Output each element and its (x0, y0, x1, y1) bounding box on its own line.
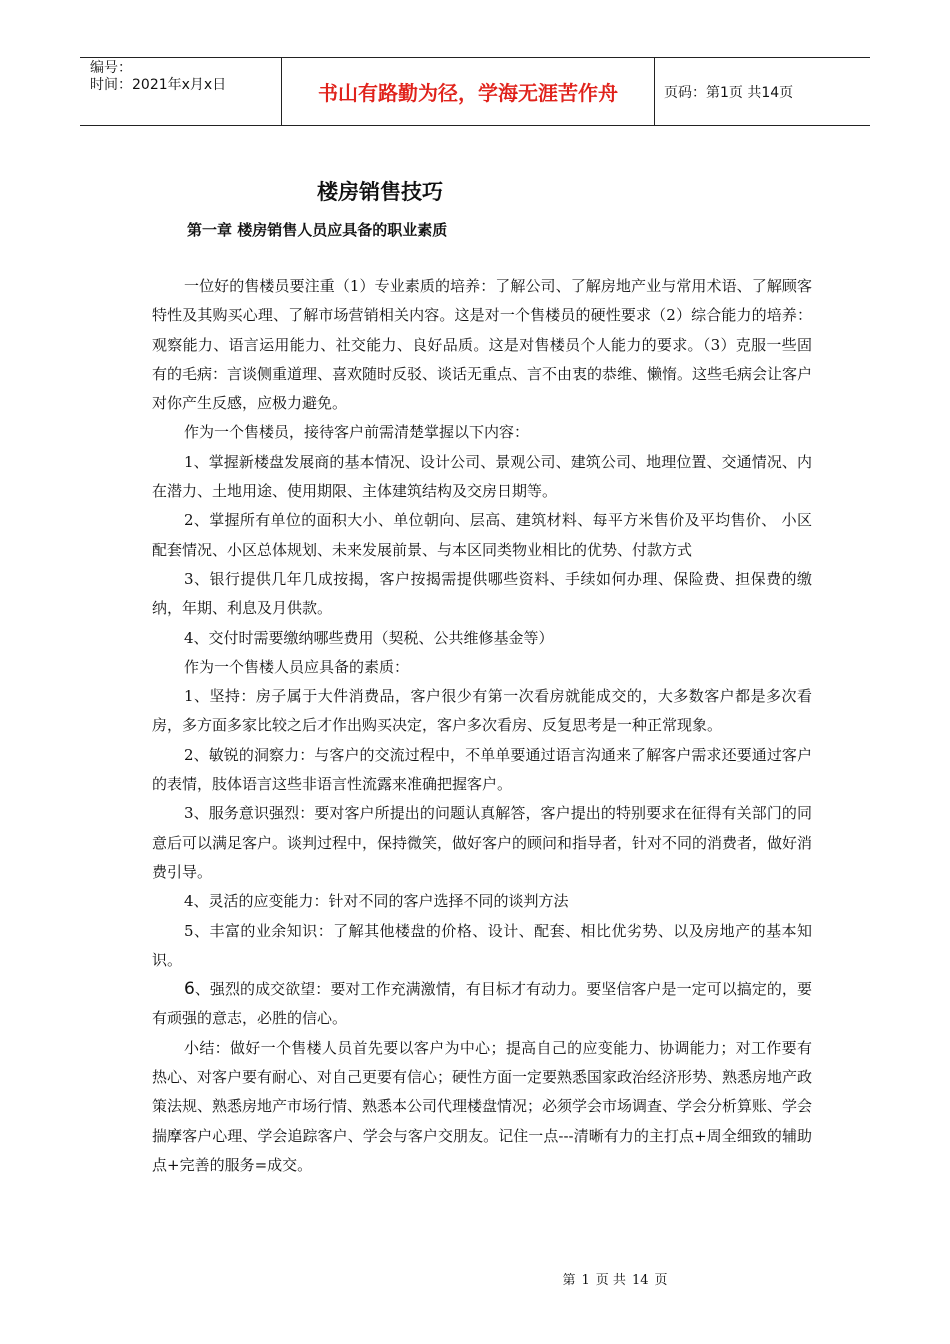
paragraph: 一位好的售楼员要注重（1）专业素质的培养：了解公司、了解房地产业与常用术语、了解顾客特性及其购买心理、了解市场营销相关内容。这是对一个售楼员的硬性要求（2）综合能力的培养：观察能力、语言运用能力、社交能力、良好品质。这是对售楼员个人能力的要求。（3）克服一些固有的毛病：言谈侧重道理、喜欢随时反驳、谈话无重点、言不由衷的恭维、懒惰。这些毛病会让客户对你产生反感，应极力避免。 (152, 277, 813, 413)
paragraph: 2、敏锐的洞察力：与客户的交流过程中，不单单要通过语言沟通来了解客户需求还要通过客户的表情，肢体语言这些非语言性流露来准确把握客户。 (152, 745, 812, 794)
paragraph: 作为一个售楼人员应具备的素质： (184, 657, 410, 676)
footer-page-number: 1 (581, 1273, 590, 1288)
page-footer (0, 1269, 950, 1288)
paragraph-six-text: 、强烈的成交欲望：要对工作充满激情，有目标才有动力。要坚信客户是一定可以搞定的，要有顽强的意志，必胜的信心。 (152, 980, 812, 1028)
footer-page-total: 14 (631, 1273, 649, 1288)
header-motto: 书山有路勤为径，学海无涯苦作舟 (281, 58, 655, 125)
paragraph-six-number: 6 (184, 979, 195, 1000)
header-time-label: 时间：2021年x月x日 (90, 77, 227, 93)
paragraph: 1、掌握新楼盘发展商的基本情况、设计公司、景观公司、建筑公司、地理位置、交通情况、内在潜力、土地用途、使用期限、主体建筑结构及交房日期等。 (152, 452, 812, 501)
header-number-label: 编号： (90, 60, 132, 76)
document-header (80, 57, 870, 126)
footer-suffix: 页 (654, 1273, 668, 1288)
paragraph: 2、掌握所有单位的面积大小、单位朝向、层高、建筑材料、每平方米售价及平均售价、 小区配套情况、小区总体规划、未来发展前景、与本区同类物业相比的优势、付款方式 (152, 511, 812, 559)
document-body (152, 272, 812, 1180)
paragraph: 4、灵活的应变能力：针对不同的客户选择不同的谈判方法 (184, 892, 569, 911)
paragraph: 作为一个售楼员，接待客户前需清楚掌握以下内容： (184, 423, 530, 442)
paragraph-six (152, 975, 812, 1034)
chapter-heading: 第一章 楼房销售人员应具备的职业素质 (187, 221, 448, 239)
paragraph: 4、交付时需要缴纳哪些费用（契税、公共维修基金等） (184, 628, 554, 647)
paragraph: 3、银行提供几年几成按揭，客户按揭需提供哪些资料、手续如何办理、保险费、担保费的缴纳，年期、利息及月供款。 (152, 569, 812, 618)
header-page-label: 页码：第1页 共14页 (664, 84, 794, 101)
paragraph: 5、丰富的业余知识：了解其他楼盘的价格、设计、配套、相比优劣势、以及房地产的基本知识。 (152, 921, 812, 969)
footer-prefix: 第 (562, 1273, 576, 1288)
summary-paragraph: 小结：做好一个售楼人员首先要以客户为中心；提高自己的应变能力、协调能力；对工作要有热心、对客户要有耐心、对自己更要有信心；硬性方面一定要熟悉国家政治经济形势、熟悉房地产政策法规、熟悉房地产市场行情、熟悉本公司代理楼盘情况；必须学会市场调查、学会分析算账、学会揣摩客户心理、学会追踪客户、学会与客户交朋友。记住一点---清晰有力的主打点+周全细致的辅助点+完善的服务=成交。 (152, 1038, 813, 1174)
footer-mid: 页 共 (595, 1273, 626, 1288)
paragraph: 1、坚持：房子属于大件消费品，客户很少有第一次看房就能成交的，大多数客户都是多次看房，多方面多家比较之后才作出购买决定，客户多次看房、反复思考是一种正常现象。 (152, 687, 812, 735)
document-title: 楼房销售技巧 (317, 180, 443, 204)
header-info-cell (80, 58, 281, 125)
paragraph: 3、服务意识强烈：要对客户所提出的问题认真解答，客户提出的特别要求在征得有关部门的同意后可以满足客户。谈判过程中，保持微笑，做好客户的顾问和指导者，针对不同的消费者，做好消费引导。 (152, 804, 813, 881)
